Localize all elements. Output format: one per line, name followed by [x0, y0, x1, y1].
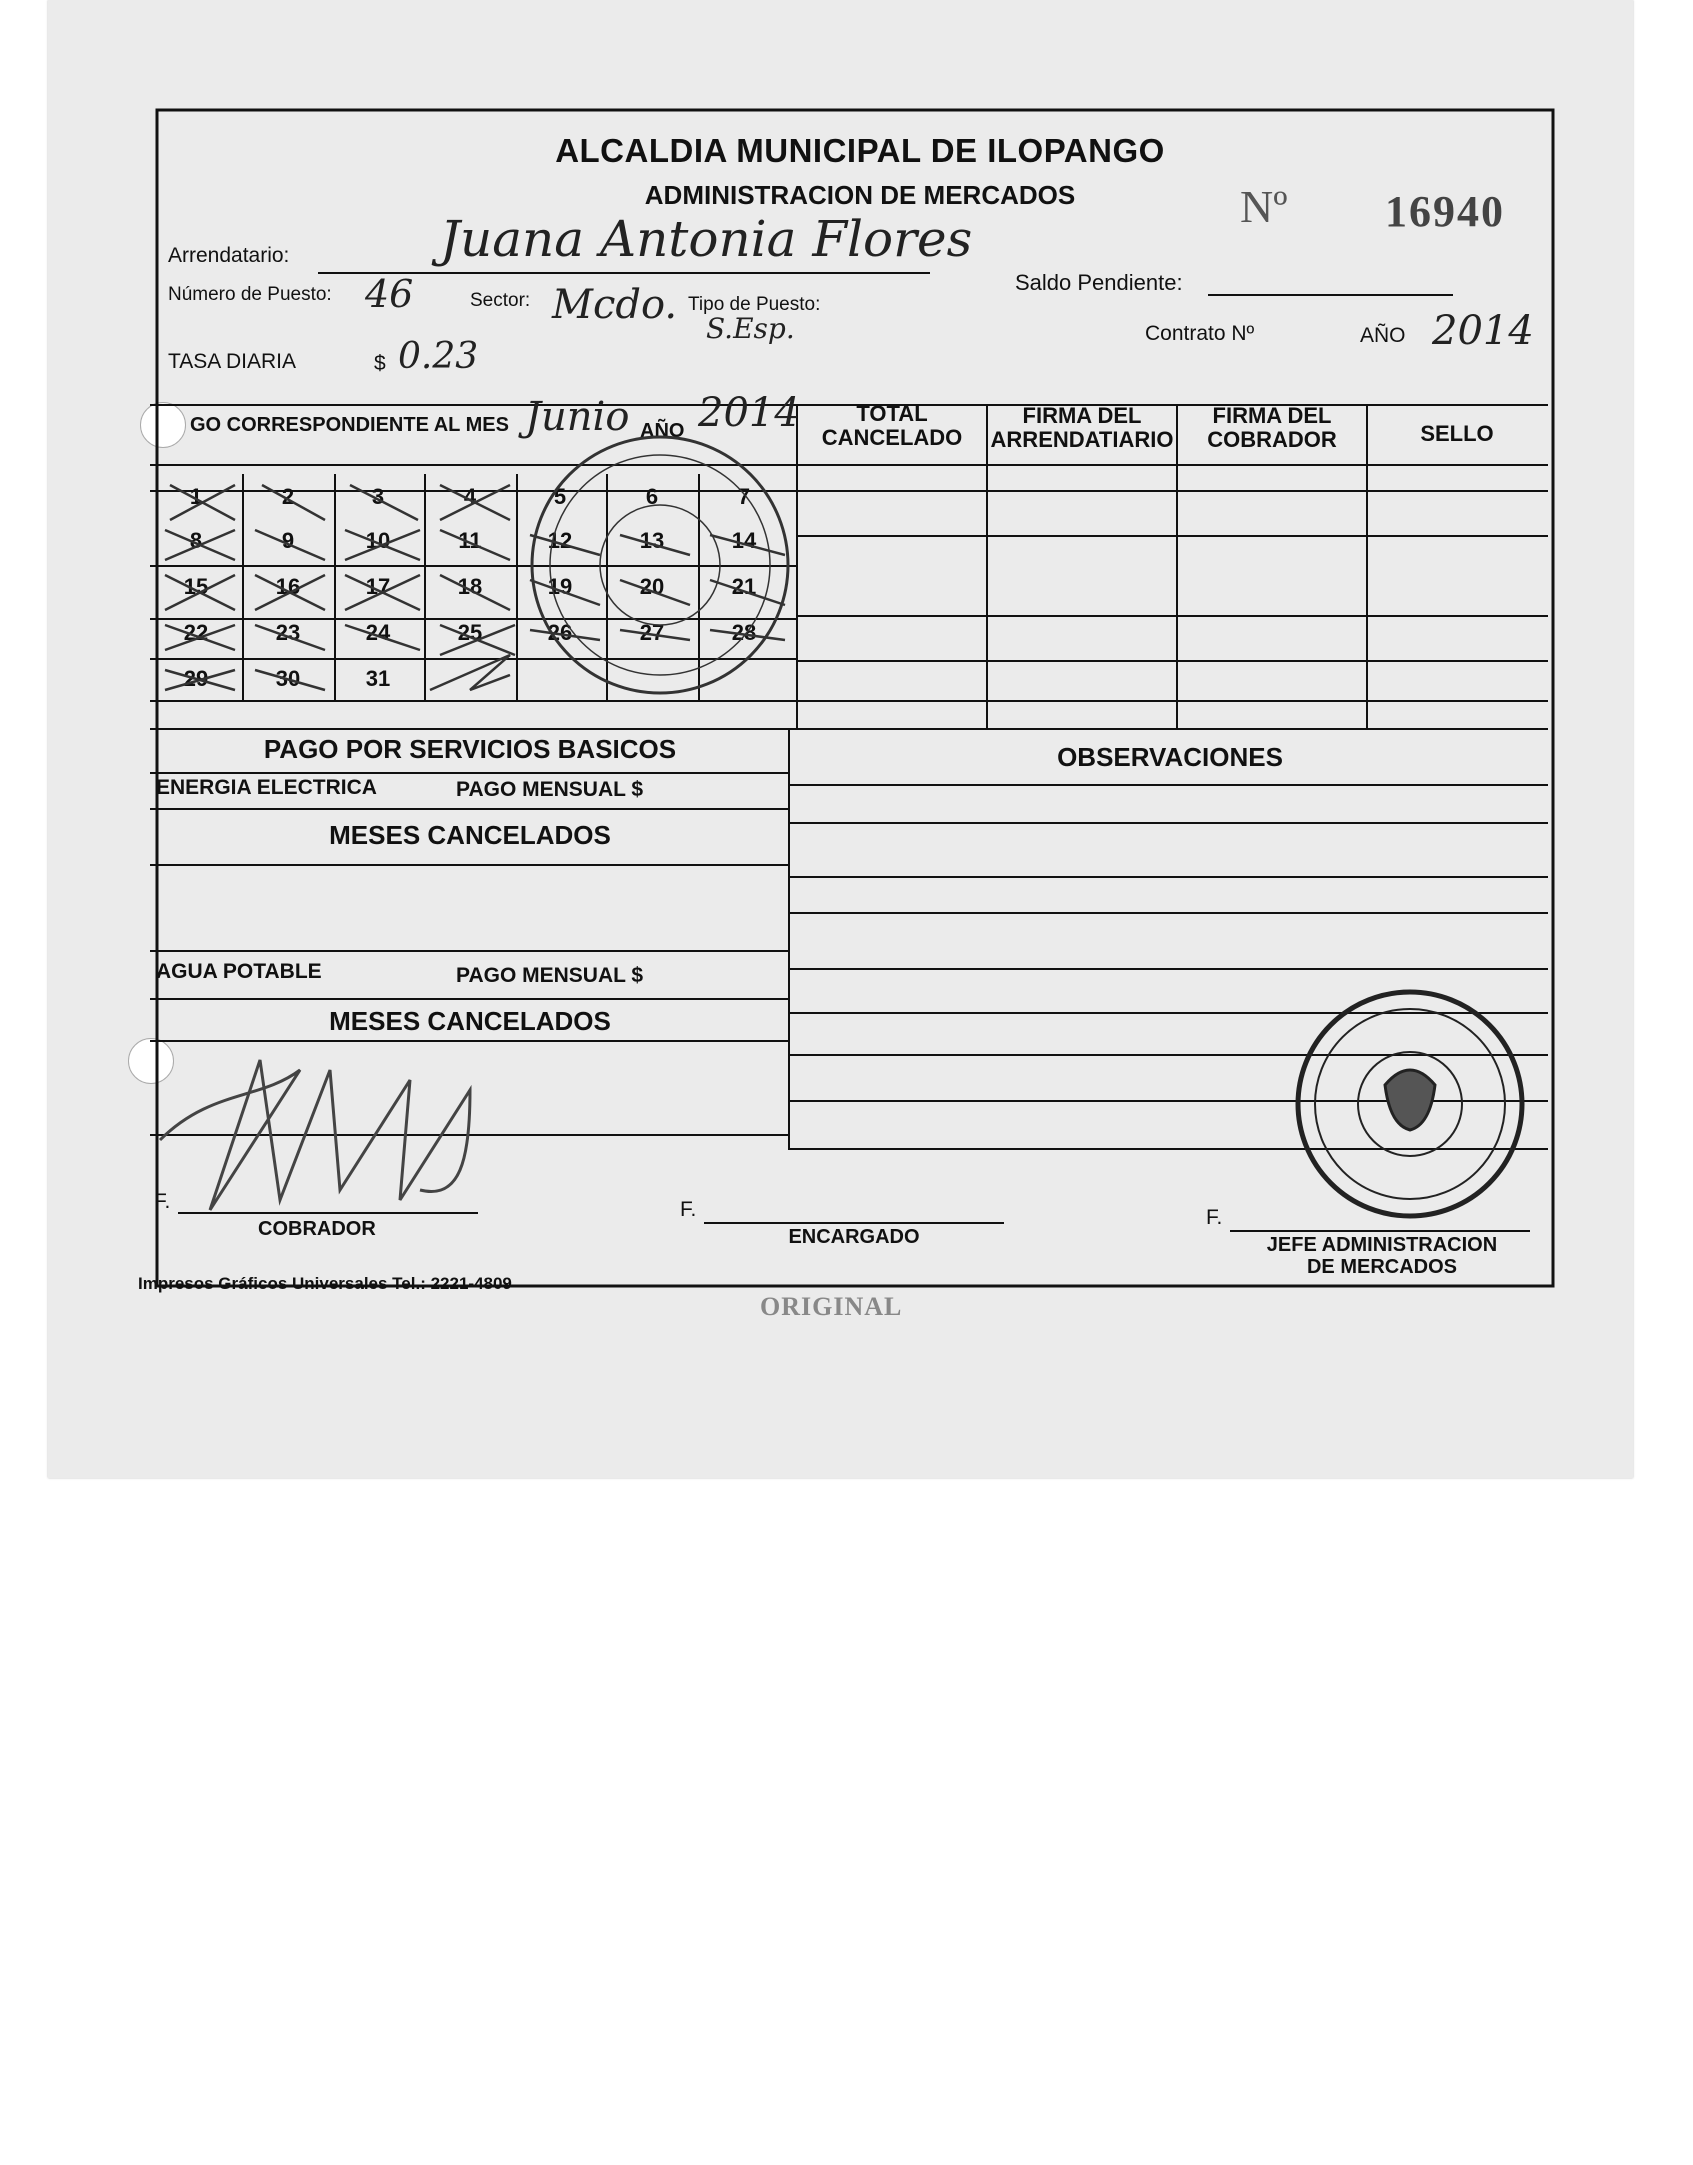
f-cobrador-label: F.: [154, 1190, 171, 1213]
day-cell: 28: [731, 620, 757, 645]
contrato-label: Contrato Nº: [1145, 322, 1255, 345]
day-cell: 20: [639, 574, 665, 599]
day-cell: 3: [371, 484, 385, 509]
day-cell: 6: [645, 484, 659, 509]
day-cell: 26: [547, 620, 573, 645]
agua-pago-label: PAGO MENSUAL $: [456, 964, 644, 987]
day-cell: 9: [281, 528, 295, 553]
day-cell: 21: [731, 574, 757, 599]
form-frame: [157, 110, 1553, 1286]
col-firma-cobrador: FIRMA DEL COBRADOR: [1207, 403, 1337, 452]
day-cell: 14: [731, 528, 757, 553]
receipt-number-label: Nº: [1240, 181, 1288, 232]
mes-value: Junio: [525, 394, 630, 440]
day-cell: 17: [365, 574, 391, 599]
ano-label: AÑO: [1360, 324, 1406, 347]
tasa-label: TASA DIARIA: [168, 350, 296, 373]
jefe-label-2: DE MERCADOS: [1306, 1256, 1457, 1278]
printer-info: Impresos Gráficos Universales Tel.: 2221-4809: [138, 1274, 512, 1293]
day-cell: 23: [275, 620, 301, 645]
saldo-label: Saldo Pendiente:: [1015, 270, 1183, 295]
day-cell: 1: [189, 484, 203, 509]
day-cell: 16: [275, 574, 301, 599]
day-cell: 29: [183, 666, 209, 691]
col-sello: SELLO: [1420, 421, 1494, 446]
day-cell: 13: [639, 528, 665, 553]
f-encargado-label: F.: [680, 1198, 697, 1221]
round-stamp-admin: [1298, 992, 1522, 1216]
cobrador-signature: [160, 1060, 470, 1210]
day-cell: 30: [275, 666, 301, 691]
day-cell: 22: [183, 620, 209, 645]
encargado-label: ENCARGADO: [788, 1226, 920, 1248]
round-stamp-center: [532, 437, 788, 693]
day-cell: 31: [365, 666, 391, 691]
energia-label: ENERGIA ELECTRICA: [156, 776, 377, 799]
day-cell: 11: [458, 528, 482, 553]
cobrador-label: COBRADOR: [258, 1218, 376, 1240]
sector-value: Mcdo.: [552, 282, 678, 328]
receipt-title: ALCALDIA MUNICIPAL DE ILOPANGO: [555, 132, 1165, 169]
day-cell: 2: [281, 484, 295, 509]
tipo-puesto-value: S.Esp.: [706, 312, 795, 345]
agua-label: AGUA POTABLE: [156, 960, 322, 983]
numero-puesto-label: Número de Puesto:: [168, 284, 332, 305]
tasa-value: 0.23: [398, 336, 479, 377]
day-cell: 8: [189, 528, 203, 553]
services-title: PAGO POR SERVICIOS BASICOS: [263, 734, 677, 764]
numero-puesto-value: 46: [365, 272, 414, 316]
day-crossouts: [165, 485, 785, 690]
arrendatario-label: Arrendatario:: [168, 244, 290, 267]
day-cell: 4: [463, 484, 477, 509]
original-label: ORIGINAL: [760, 1292, 903, 1321]
day-cell: 7: [737, 484, 751, 509]
tasa-currency: $: [374, 352, 386, 375]
day-cell: 5: [553, 484, 567, 509]
day-cell: 25: [457, 620, 483, 645]
day-cell: 12: [547, 528, 573, 553]
mes-label: GO CORRESPONDIENTE AL MES: [190, 414, 509, 436]
tipo-puesto-label: Tipo de Puesto:: [688, 294, 821, 315]
day-cell: 24: [365, 620, 391, 645]
receipt-number: 16940: [1385, 187, 1505, 236]
f-jefe-label: F.: [1206, 1206, 1223, 1229]
arrendatario-value: Juana Antonia Flores: [440, 210, 973, 268]
day-cell: 27: [639, 620, 665, 645]
col-firma-arrendatario: FIRMA DEL ARRENDATIARIO: [990, 403, 1174, 452]
day-cell: 10: [365, 528, 391, 553]
agua-meses-label: MESES CANCELADOS: [329, 1006, 611, 1036]
pago-ano-label: AÑO: [640, 420, 685, 442]
day-cell: 15: [183, 574, 209, 599]
energia-pago-label: PAGO MENSUAL $: [456, 778, 644, 801]
day-cell: 18: [457, 574, 483, 599]
sector-label: Sector:: [470, 290, 531, 311]
col-total-cancelado: TOTAL CANCELADO: [821, 401, 963, 450]
ano-value: 2014: [1432, 308, 1534, 354]
receipt-subtitle: ADMINISTRACION DE MERCADOS: [644, 180, 1076, 210]
energia-meses-label: MESES CANCELADOS: [329, 820, 611, 850]
day-cell: 19: [547, 574, 573, 599]
jefe-label-1: JEFE ADMINISTRACION: [1266, 1234, 1498, 1256]
pago-ano-value: 2014: [698, 390, 800, 436]
observaciones-label: OBSERVACIONES: [1057, 742, 1283, 772]
